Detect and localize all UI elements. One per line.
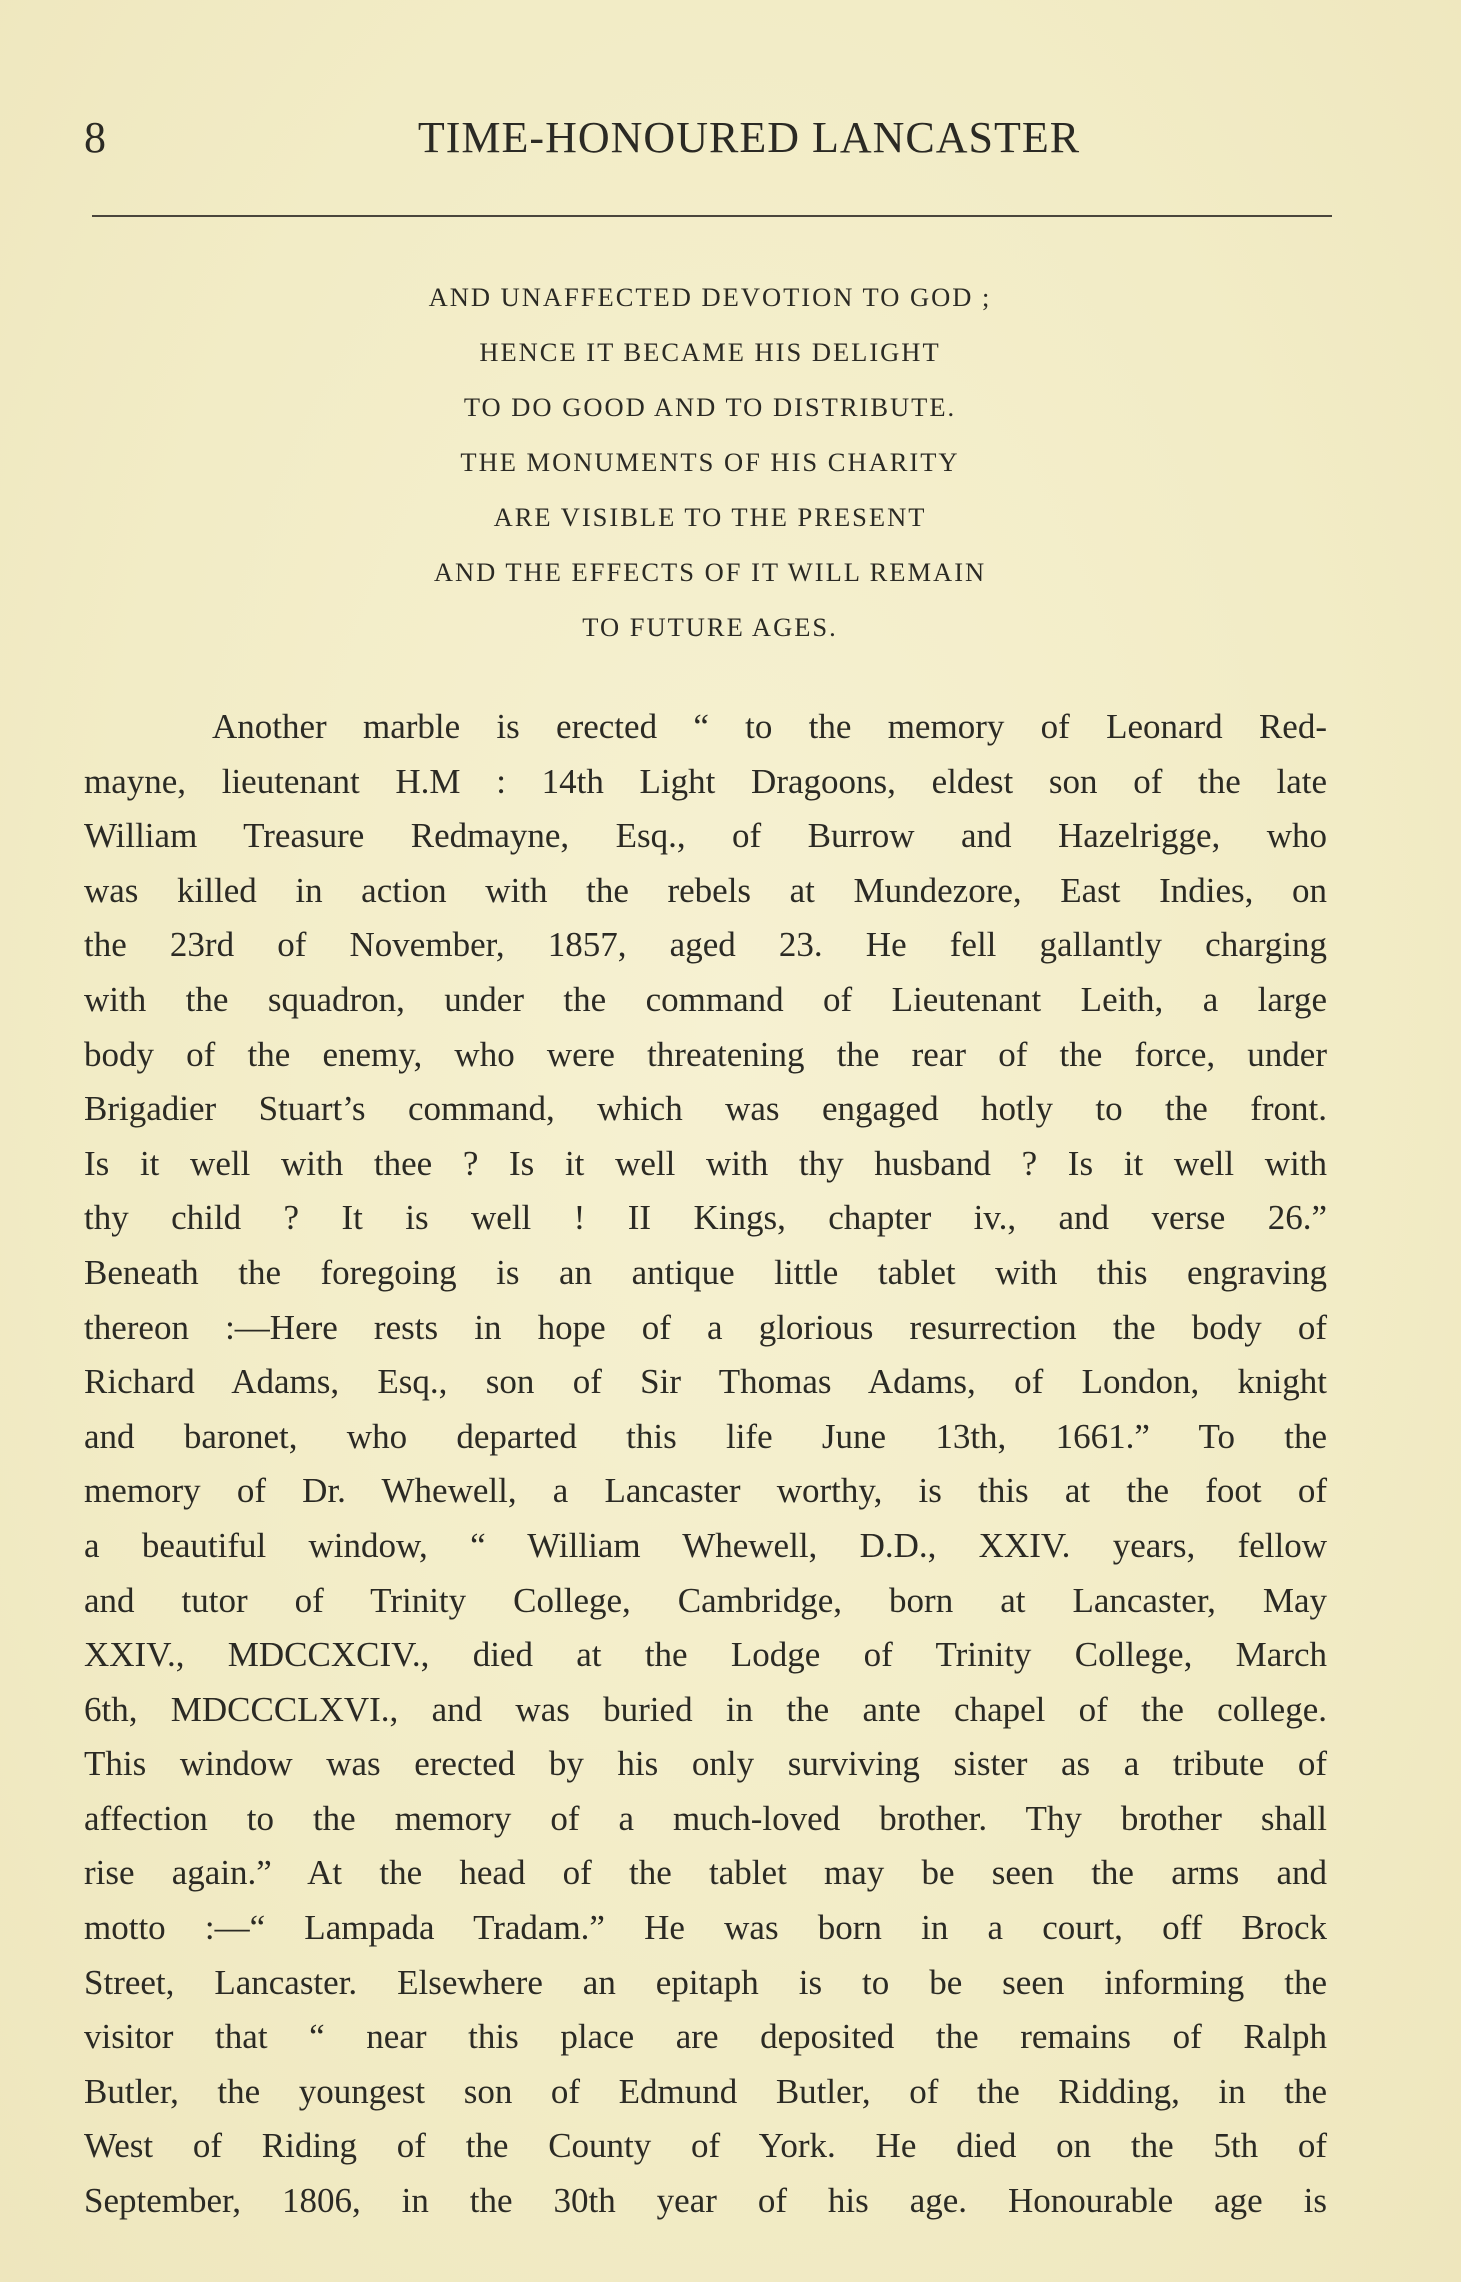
inscription-line: HENCE IT BECAME HIS DELIGHT	[479, 337, 941, 367]
text-line: mayne, lieutenant H.M : 14th Light Dragoons, eldest son of the late	[84, 761, 1327, 801]
text-line: motto :—“ Lampada Tradam.” He was born in a court, off Brock	[84, 1908, 1327, 1948]
page-number: 8	[84, 113, 106, 162]
text-line: a beautiful window, “ William Whewell, D.D., XXIV. years, fellow	[84, 1525, 1327, 1565]
body-paragraph	[84, 700, 1327, 2229]
text-line: the 23rd of November, 1857, aged 23. He fell gallantly charging	[84, 925, 1327, 965]
text-line: thy child ? It is well ! II Kings, chapter iv., and verse 26.”	[84, 1198, 1327, 1238]
text-line: Street, Lancaster. Elsewhere an epitaph is to be seen informing the	[84, 1962, 1327, 2002]
inscription-line: TO FUTURE AGES.	[582, 612, 838, 642]
text-line: and baronet, who departed this life June 13th, 1661.” To the	[84, 1416, 1327, 1456]
inscription-block	[230, 270, 1190, 655]
text-line: September, 1806, in the 30th year of his age. Honourable age is	[84, 2181, 1327, 2221]
inscription-line: ARE VISIBLE TO THE PRESENT	[493, 502, 927, 532]
text-line: visitor that “ near this place are deposited the remains of Ralph	[84, 2017, 1327, 2057]
text-line: Richard Adams, Esq., son of Sir Thomas Adams, of London, knight	[84, 1362, 1327, 1402]
text-line: 6th, MDCCCLXVI., and was buried in the ante chapel of the college.	[84, 1689, 1327, 1729]
text-line: West of Riding of the County of York. He died on the 5th of	[84, 2126, 1327, 2166]
inscription-line: TO DO GOOD AND TO DISTRIBUTE.	[463, 392, 957, 422]
text-line: and tutor of Trinity College, Cambridge, born at Lancaster, May	[84, 1580, 1327, 1620]
text-line: rise again.” At the head of the tablet may be seen the arms and	[84, 1853, 1327, 1893]
page-header	[84, 108, 1334, 168]
text-line: Butler, the youngest son of Edmund Butler, of the Ridding, in the	[84, 2071, 1327, 2111]
text-line: Brigadier Stuart’s command, which was engaged hotly to the front.	[84, 1089, 1327, 1129]
text-line: thereon :—Here rests in hope of a glorious resurrection the body of	[84, 1307, 1327, 1347]
text-line: affection to the memory of a much-loved brother. Thy brother shall	[84, 1798, 1327, 1838]
text-line: with the squadron, under the command of Lieutenant Leith, a large	[84, 979, 1327, 1019]
text-line: XXIV., MDCCXCIV., died at the Lodge of Trinity College, March	[84, 1635, 1327, 1675]
text-line: Beneath the foregoing is an antique little tablet with this engraving	[84, 1252, 1327, 1292]
text-line: This window was erected by his only surviving sister as a tribute of	[84, 1744, 1327, 1784]
text-line: Is it well with thee ? Is it well with thy husband ? Is it well with	[84, 1143, 1327, 1183]
inscription-line: AND THE EFFECTS OF IT WILL REMAIN	[433, 557, 987, 587]
text-line: body of the enemy, who were threatening the rear of the force, under	[84, 1034, 1327, 1074]
text-line: William Treasure Redmayne, Esq., of Burrow and Hazelrigge, who	[84, 816, 1327, 856]
inscription-line: AND UNAFFECTED DEVOTION TO GOD ;	[428, 282, 992, 312]
header-rule	[92, 215, 1332, 217]
text-line: Another marble is erected “ to the memory of Leonard Red-	[212, 707, 1327, 746]
inscription-line: THE MONUMENTS OF HIS CHARITY	[460, 447, 960, 477]
text-line: memory of Dr. Whewell, a Lancaster worthy, is this at the foot of	[84, 1471, 1327, 1511]
running-title: TIME-HONOURED LANCASTER	[417, 113, 1081, 162]
text-line: was killed in action with the rebels at Mundezore, East Indies, on	[84, 870, 1327, 910]
